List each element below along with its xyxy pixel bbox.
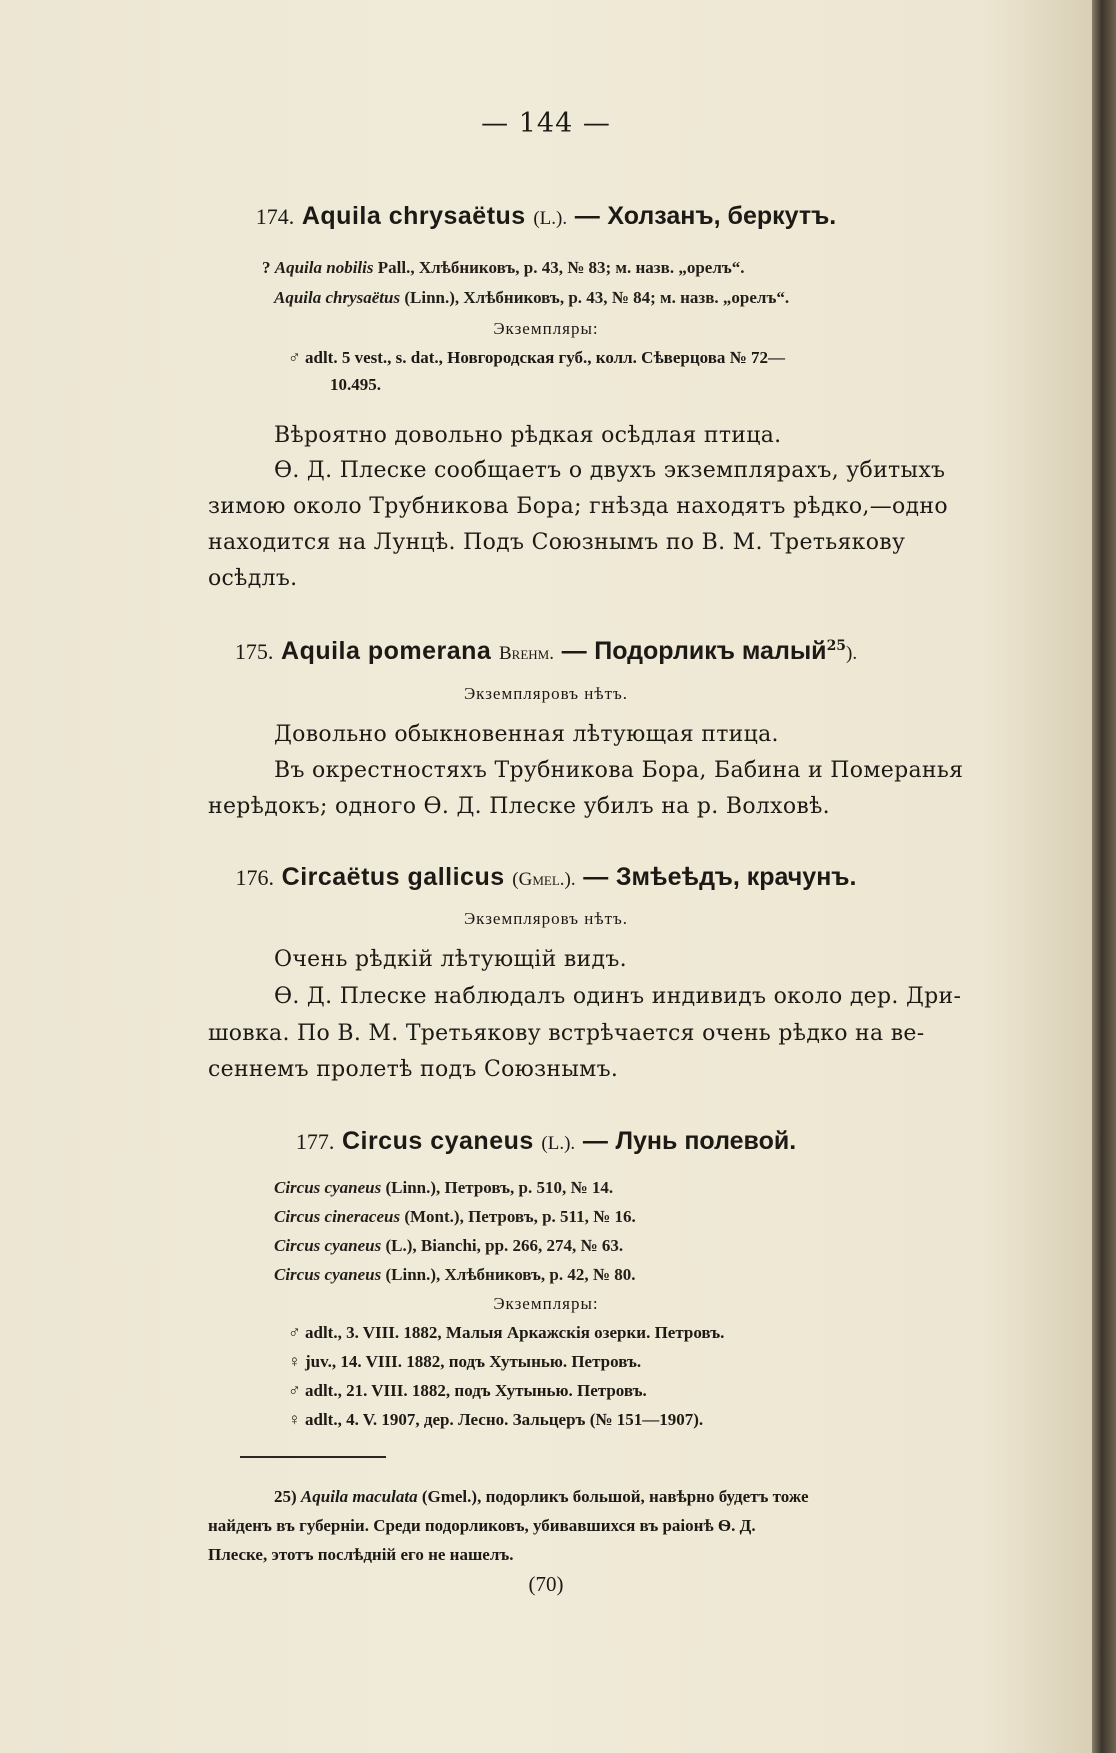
species-176-number: 176. [235,865,274,890]
synonym-reference: (Linn.), Хлѣбниковъ, р. 42, № 80. [385,1265,636,1284]
species-176-latin: Circaëtus gallicus [281,863,505,891]
book-edge [1092,0,1116,1753]
species-174-author: (L.). [533,208,568,229]
paragraph-line: находится на Лунцѣ. Подъ Союзнымъ по В. М. Третьякову [208,530,906,555]
paragraph-line: зимою около Трубникова Бора; гнѣзда находятъ рѣдко,—одно [208,494,948,519]
synonym-reference: (L.), Bianchi, pp. 266, 274, № 63. [385,1236,624,1255]
page-number: — 144 — [481,108,611,139]
species-177-author: (L.). [541,1133,576,1154]
footnote-reference: 25 [826,638,847,654]
heading-dash: — [583,863,609,891]
species-177-heading [0,1127,1092,1156]
paragraph-line: осѣдлъ. [208,566,298,591]
paragraph-line: Очень рѣдкій лѣтующій видъ. [274,947,627,972]
species-174-heading [0,202,1092,231]
paragraph-line: Вѣроятно довольно рѣдкая осѣдлая птица. [274,423,782,448]
synonym-line [274,1236,623,1256]
heading-dash: — [561,637,587,665]
synonym-latin: Circus cyaneus [274,1265,382,1284]
species-176-russian: Змѣеѣдъ, крачунъ. [615,863,857,891]
footnote-latin: Aquila maculata [300,1487,418,1506]
heading-dash: — [574,202,600,230]
no-specimens-note: Экземпляровъ нѣтъ. [463,909,629,928]
species-177-russian: Лунь полевой. [615,1127,797,1155]
synonym-line [274,1265,635,1285]
query-mark: ? [262,258,271,277]
species-176-author: (Gmel.). [512,869,576,890]
synonym-line [274,1178,613,1198]
footnote-line [274,1487,809,1507]
paragraph-line: Въ окрестностяхъ Трубникова Бора, Бабина и Померанья [274,758,964,783]
synonym-latin: Circus cineraceus [274,1207,401,1226]
synonym-reference: (Linn.), Хлѣбниковъ, р. 43, № 84; м. назв. „орелъ“. [404,288,790,307]
paragraph-line: Довольно обыкновенная лѣтующая птица. [274,722,779,747]
species-175-author: Brehm. [498,643,554,664]
species-174-russian: Холзанъ, беркутъ. [607,202,837,230]
paragraph-line: шовка. По В. М. Третьякову встрѣчается очень рѣдко на ве- [208,1021,925,1046]
specimen-line: ♂ adlt., 21. VIII. 1882, подъ Хутынью. Петровъ. [288,1381,647,1400]
specimen-line: ♀ adlt., 4. V. 1907, дер. Лесно. Зальцеръ (№ 151—1907). [288,1410,704,1429]
synonym-line [274,1207,636,1227]
synonym-latin: Aquila nobilis [274,258,374,277]
synonym-reference: (Linn.), Петровъ, р. 510, № 14. [385,1178,614,1197]
specimen-line: ♀ juv., 14. VIII. 1882, подъ Хутынью. Петровъ. [288,1352,642,1371]
synonym-reference: (Mont.), Петровъ, р. 511, № 16. [404,1207,636,1226]
paragraph-line: Ѳ. Д. Плеске сообщаетъ о двухъ экземплярахъ, убитыхъ [274,458,946,483]
footnote-rule [240,1456,386,1458]
specimen-line: 10.495. [330,375,381,394]
synonym-line [274,288,789,308]
signature-number: (70) [528,1572,564,1596]
species-177-number: 177. [295,1129,335,1154]
species-175-russian: Подорликъ малый [594,637,827,665]
synonym-latin: Aquila chrysaëtus [274,288,401,307]
synonym-reference: Pall., Хлѣбниковъ, р. 43, № 83; м. назв. „орелъ“. [377,258,745,277]
species-174-latin: Aquila chrysaëtus [301,202,526,230]
synonym-latin: Circus cyaneus [274,1236,382,1255]
synonym-latin: Circus cyaneus [274,1178,382,1197]
paragraph-line: Ѳ. Д. Плеске наблюдалъ одинъ индивидъ около дер. Дри- [274,984,962,1009]
specimen-line: ♂ adlt., 3. VIII. 1882, Малыя Аркажскія озерки. Петровъ. [288,1323,725,1342]
specimens-label: Экземпляры: [493,319,599,338]
footnote-line: найденъ въ губерніи. Среди подорликовъ, убивавшихся въ раіонѣ Ѳ. Д. [208,1516,756,1535]
paragraph-line: нерѣдокъ; одного Ѳ. Д. Плеске убилъ на р. Волховѣ. [208,794,830,819]
footnote-number: 25) [274,1487,297,1506]
specimens-label: Экземпляры: [493,1294,599,1313]
species-177-latin: Circus cyaneus [341,1127,534,1155]
species-175-number: 175. [234,639,274,664]
footnote-line: Плеске, этотъ послѣдній его не нашелъ. [208,1545,514,1564]
heading-close: ). [846,643,858,664]
heading-dash: — [582,1127,608,1155]
species-174-number: 174. [255,204,295,229]
no-specimens-note: Экземпляровъ нѣтъ. [463,684,629,703]
paragraph-line: сеннемъ пролетѣ подъ Союзнымъ. [208,1057,619,1082]
specimen-line: ♂ adlt. 5 vest., s. dat., Новгородская губ., колл. Сѣверцова № 72— [288,348,785,367]
species-176-heading [0,863,1092,892]
species-175-latin: Aquila pomerana [281,637,492,665]
footnote-text: (Gmel.), подорликъ большой, навѣрно будетъ тоже [421,1487,809,1506]
synonym-line [262,258,745,278]
species-175-heading [0,637,1092,666]
